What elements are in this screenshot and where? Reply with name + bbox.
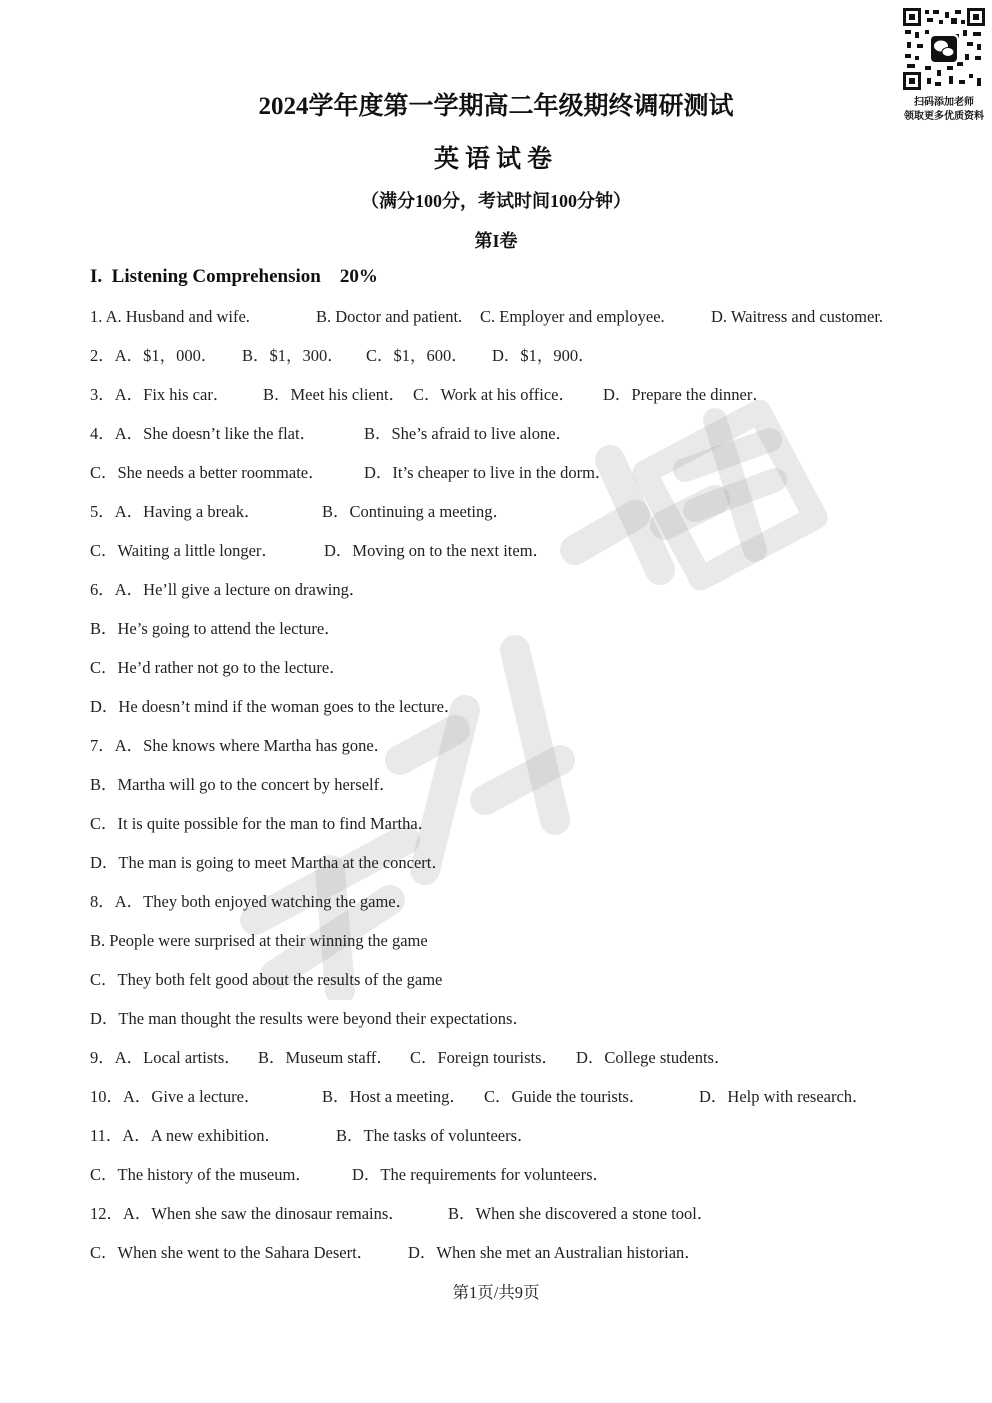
option-text: 2．A．$1，000． — [90, 346, 218, 365]
option-text: C．Waiting a little longer． — [90, 541, 278, 560]
option-text: C．$1，600． — [366, 346, 468, 365]
option-text: C．They both felt good about the results of the game — [90, 970, 443, 989]
qr-caption-line2: 领取更多优质资料 — [904, 111, 984, 122]
option-text: C．Guide the tourists． — [484, 1087, 646, 1106]
option-text: C．He’d rather not go to the lecture． — [90, 658, 346, 677]
option-text: B．She’s afraid to live alone． — [364, 424, 573, 443]
option-text: D．Help with research． — [699, 1087, 869, 1106]
option-text: B．Host a meeting． — [322, 1087, 466, 1106]
option-text: 7．A．She knows where Martha has gone． — [90, 736, 391, 755]
option-text: D．$1，900． — [492, 346, 595, 365]
option-text: C．The history of the museum． — [90, 1165, 312, 1184]
option-text: D．It’s cheaper to live in the dorm． — [364, 463, 612, 482]
option-text: B．Meet his client． — [263, 385, 406, 404]
option-text: 10．A．Give a lecture． — [90, 1087, 261, 1106]
option-text: 12．A．When she saw the dinosaur remains． — [90, 1204, 405, 1223]
option-text: D．Moving on to the next item． — [324, 541, 550, 560]
exam-title: 2024学年度第一学期高二年级期终调研测试 — [258, 93, 734, 120]
option-text: C．It is quite possible for the man to find Martha． — [90, 814, 435, 833]
option-text: B. Doctor and patient. — [316, 307, 463, 326]
option-text: 11．A．A new exhibition． — [90, 1126, 281, 1145]
option-text: B．Martha will go to the concert by herself． — [90, 775, 396, 794]
page-number: 第1页/共9页 — [452, 1283, 540, 1302]
option-text: D．College students． — [576, 1048, 731, 1067]
option-text: D．The requirements for volunteers． — [352, 1165, 610, 1184]
option-text: D. Waitress and customer. — [711, 307, 884, 326]
option-text: D．When she met an Australian historian． — [408, 1243, 701, 1262]
option-text: B．$1，300． — [242, 346, 344, 365]
subject-title: 英语试卷 — [433, 146, 558, 173]
option-text: C．Foreign tourists． — [410, 1048, 559, 1067]
option-text: 4．A．She doesn’t like the flat． — [90, 424, 317, 443]
option-text: D．The man thought the results were beyond their expectations． — [90, 1009, 529, 1028]
qr-caption-line1: 扫码添加老师 — [914, 97, 974, 108]
option-text: 1. A. Husband and wife. — [90, 307, 250, 326]
qr-code — [903, 8, 985, 90]
option-text: D．He doesn’t mind if the woman goes to the lecture． — [90, 697, 461, 716]
option-text: B．Continuing a meeting． — [322, 502, 509, 521]
option-text: D．Prepare the dinner． — [603, 385, 769, 404]
volume-label: 第I卷 — [474, 231, 518, 251]
option-text: 6．A．He’ll give a lecture on drawing． — [90, 580, 366, 599]
option-text: C．She needs a better roommate． — [90, 463, 325, 482]
option-text: C．When she went to the Sahara Desert． — [90, 1243, 374, 1262]
option-text: 8．A．They both enjoyed watching the game． — [90, 892, 413, 911]
option-text: B．When she discovered a stone tool． — [448, 1204, 714, 1223]
option-text: B. People were surprised at their winning the game — [90, 931, 428, 950]
option-text: B．The tasks of volunteers． — [336, 1126, 534, 1145]
exam-info: （满分100分，考试时间100分钟） — [361, 191, 631, 211]
option-text: C．Work at his office． — [413, 385, 575, 404]
option-text: 5．A．Having a break． — [90, 502, 261, 521]
option-text: 9．A．Local artists． — [90, 1048, 241, 1067]
option-text: C. Employer and employee. — [480, 307, 665, 326]
section-heading: I. Listening Comprehension 20% — [90, 266, 378, 287]
option-text: B．Museum staff． — [258, 1048, 393, 1067]
option-text: D．The man is going to meet Martha at the concert． — [90, 853, 448, 872]
option-text: B．He’s going to attend the lecture． — [90, 619, 341, 638]
option-text: 3．A．Fix his car． — [90, 385, 230, 404]
